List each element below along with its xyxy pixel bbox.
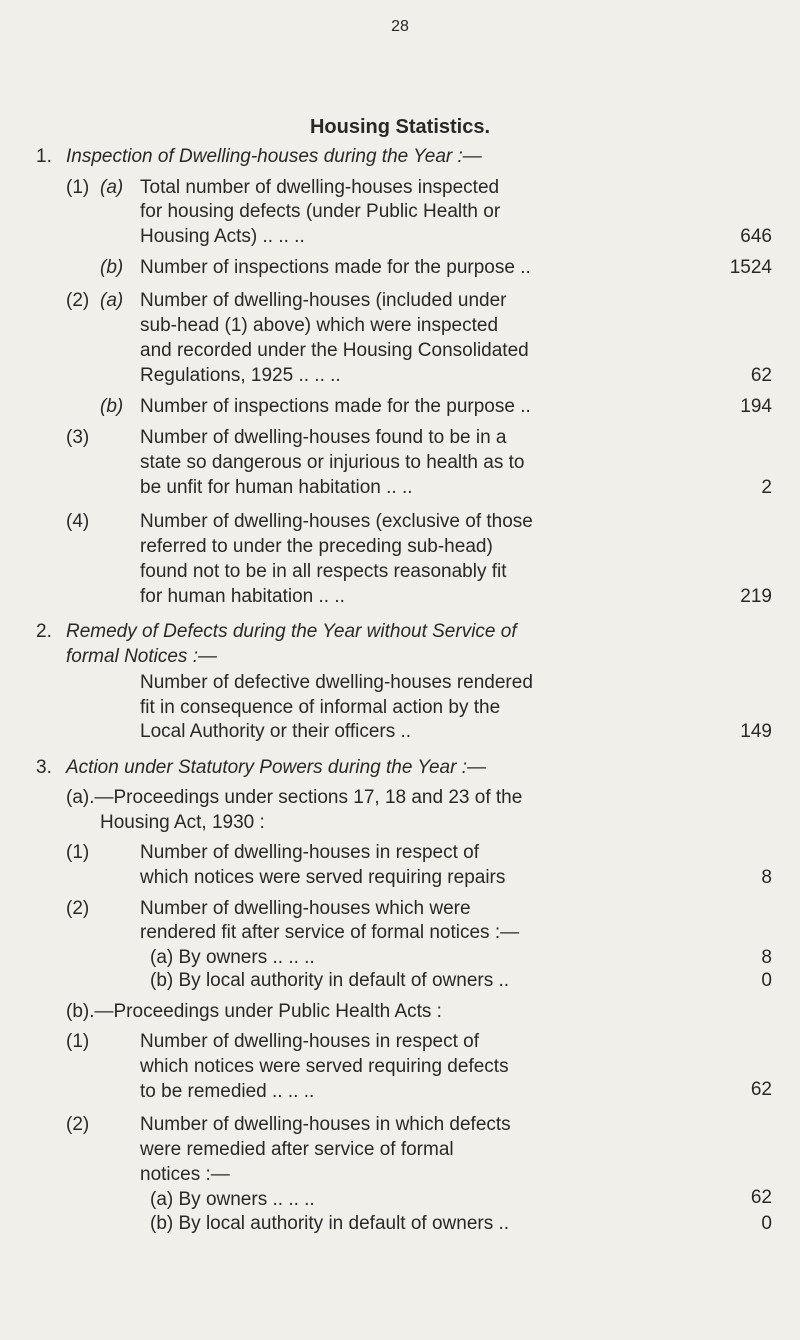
section-3a-2-number: (2) <box>66 898 90 919</box>
section-3-heading: Action under Statutory Powers during the Year :— <box>66 757 486 778</box>
item-3-line-2: state so dangerous or injurious to health as to <box>140 452 525 473</box>
section-3b-1-line-2: which notices were served requiring defects <box>140 1056 509 1077</box>
section-2-line-3: Local Authority or their officers .. <box>140 721 412 742</box>
section-3a-line-1: (a).—Proceedings under sections 17, 18 and 23 of the <box>66 787 523 808</box>
section-2-number: 2. <box>36 621 52 642</box>
item-4-value: 219 <box>740 586 772 607</box>
section-3b-1-value: 62 <box>750 1079 772 1100</box>
section-3a-2-line-2: rendered fit after service of formal notices :— <box>140 922 520 943</box>
section-3b-2b-value: 0 <box>761 1213 772 1234</box>
section-3a-1-line-1: Number of dwelling-houses in respect of <box>140 842 480 863</box>
section-3a-2a-text: (a) By owners .. .. .. <box>150 947 315 968</box>
section-3b-2-line-1: Number of dwelling-houses in which defects <box>140 1114 511 1135</box>
section-3a-1-number: (1) <box>66 842 90 863</box>
section-2-heading-line-2: formal Notices :— <box>66 646 217 667</box>
item-2b-value: 194 <box>740 396 772 417</box>
item-1a-value: 646 <box>740 226 772 247</box>
item-1b-text: Number of inspections made for the purpose .. <box>140 257 531 278</box>
section-3b-2-line-3: notices :— <box>140 1164 230 1185</box>
section-3-number: 3. <box>36 757 52 778</box>
section-2-heading-line-1: Remedy of Defects during the Year without Service of <box>66 621 517 642</box>
item-2a-line-2: sub-head (1) above) which were inspected <box>140 315 499 336</box>
section-2-line-2: fit in consequence of informal action by the <box>140 697 501 718</box>
item-1a-label: (a) <box>100 177 124 198</box>
item-4-number: (4) <box>66 511 90 532</box>
item-3-number: (3) <box>66 427 90 448</box>
item-1b-value: 1524 <box>729 257 772 278</box>
page-title: Housing Statistics. <box>309 116 491 138</box>
item-2a-line-4: Regulations, 1925 .. .. .. <box>140 365 341 386</box>
item-4-line-1: Number of dwelling-houses (exclusive of those <box>140 511 533 532</box>
section-3b-2a-text: (a) By owners .. .. .. <box>150 1189 315 1210</box>
item-4-line-4: for human habitation .. .. <box>140 586 345 607</box>
section-3b-line-1: (b).—Proceedings under Public Health Acts : <box>66 1001 442 1022</box>
item-4-line-2: referred to under the preceding sub-head) <box>140 536 493 557</box>
item-1a-line-1: Total number of dwelling-houses inspected <box>140 177 500 198</box>
item-3-line-1: Number of dwelling-houses found to be in a <box>140 427 507 448</box>
section-3a-2-line-1: Number of dwelling-houses which were <box>140 898 471 919</box>
item-2a-line-3: and recorded under the Housing Consolidated <box>140 340 529 361</box>
item-1a-line-3: Housing Acts) .. .. .. <box>140 226 305 247</box>
section-3b-1-line-3: to be remedied .. .. .. <box>140 1081 315 1102</box>
section-3a-2b-text: (b) By local authority in default of owners .. <box>150 970 510 991</box>
section-1-heading: Inspection of Dwelling-houses during the Year :— <box>66 146 482 167</box>
section-3b-2b-text: (b) By local authority in default of owners .. <box>150 1213 510 1234</box>
item-2a-value: 62 <box>750 365 772 386</box>
section-3b-2a-value: 62 <box>750 1187 772 1208</box>
section-3a-line-2: Housing Act, 1930 : <box>100 812 265 833</box>
section-3b-2-number: (2) <box>66 1114 90 1135</box>
section-1-number: 1. <box>36 146 52 167</box>
item-3-line-3: be unfit for human habitation .. .. <box>140 477 413 498</box>
section-2-value: 149 <box>740 721 772 742</box>
item-2a-line-1: Number of dwelling-houses (included under <box>140 290 507 311</box>
item-2b-text: Number of inspections made for the purpose .. <box>140 396 531 417</box>
section-3b-1-line-1: Number of dwelling-houses in respect of <box>140 1031 480 1052</box>
item-4-line-3: found not to be in all respects reasonably fit <box>140 561 507 582</box>
section-3a-1-value: 8 <box>761 867 772 888</box>
item-3-value: 2 <box>761 477 772 498</box>
item-2-number: (2) <box>66 290 90 311</box>
item-1-number: (1) <box>66 177 90 198</box>
section-3b-2-line-2: were remedied after service of formal <box>140 1139 454 1160</box>
item-1b-label: (b) <box>100 257 124 278</box>
section-3a-1-line-2: which notices were served requiring repairs <box>140 867 506 888</box>
page-number: 28 <box>391 18 409 35</box>
item-2a-label: (a) <box>100 290 124 311</box>
section-3b-1-number: (1) <box>66 1031 90 1052</box>
item-2b-label: (b) <box>100 396 124 417</box>
section-2-line-1: Number of defective dwelling-houses rendered <box>140 672 533 693</box>
section-3a-2a-value: 8 <box>761 947 772 968</box>
item-1a-line-2: for housing defects (under Public Health or <box>140 201 501 222</box>
section-3a-2b-value: 0 <box>761 970 772 991</box>
